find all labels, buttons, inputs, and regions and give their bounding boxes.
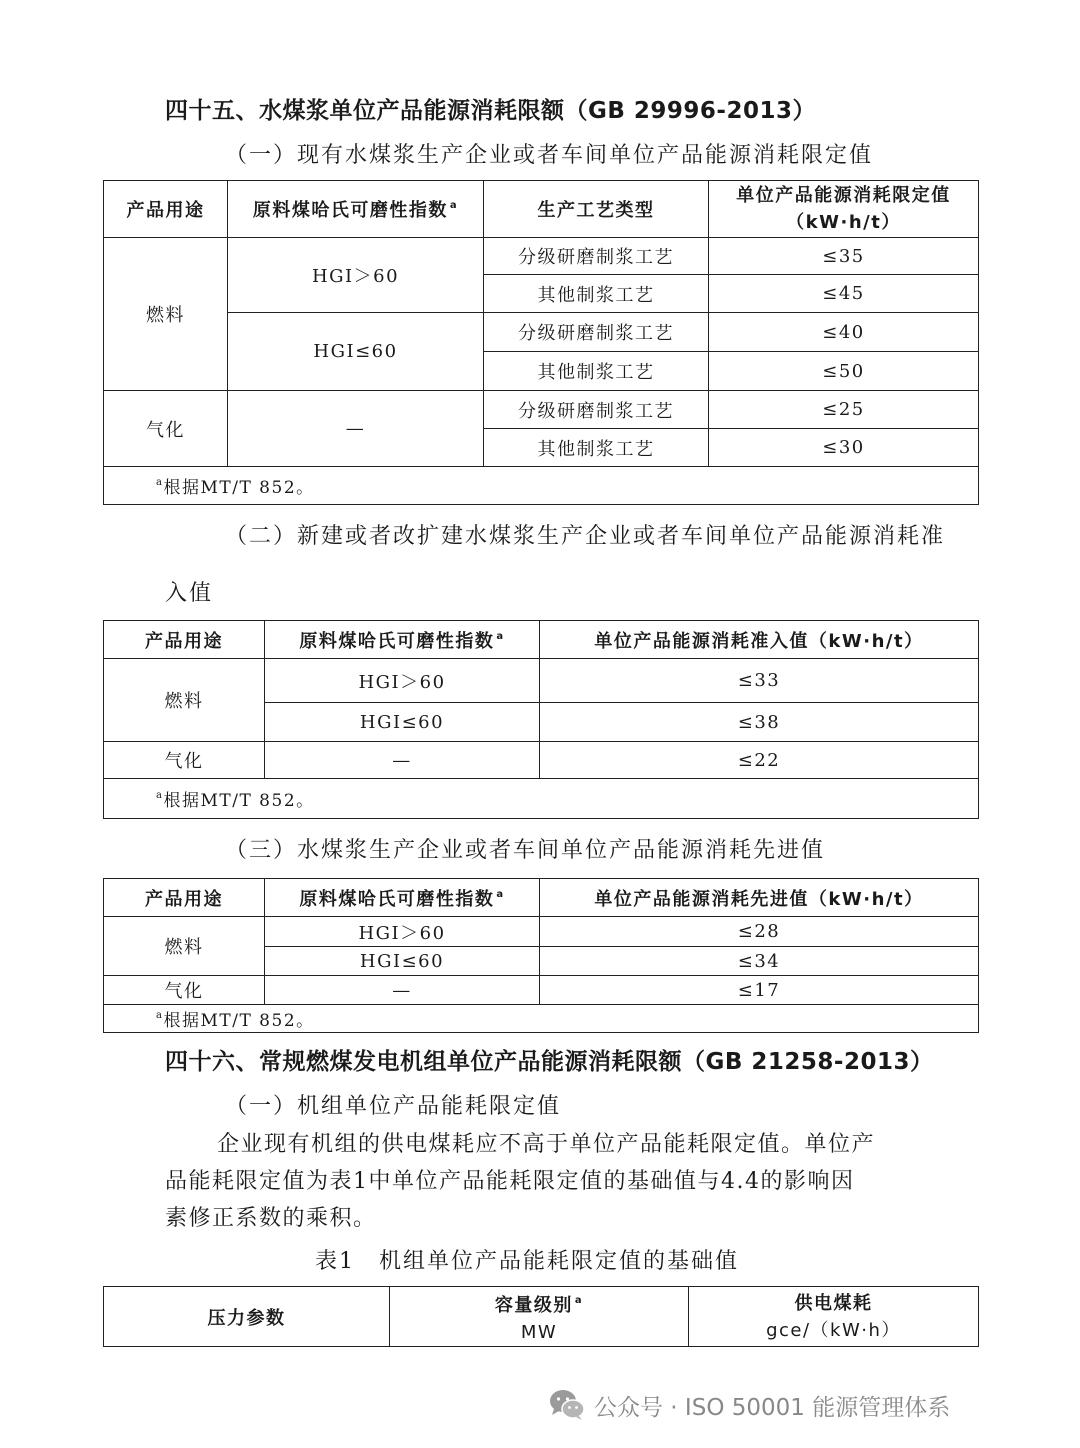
section-45-subtitle-3: （三）水煤浆生产企业或者车间单位产品能源消耗先进值 <box>225 838 826 863</box>
header-product-use: 产品用途 <box>104 621 265 659</box>
cell-value: ≤28 <box>540 917 979 947</box>
cell-value: ≤17 <box>540 976 979 1005</box>
section-45-subtitle-1: （一）现有水煤浆生产企业或者车间单位产品能源消耗限定值 <box>225 143 874 168</box>
header-entry-value: 单位产品能源消耗准入值（kW·h/t） <box>540 621 979 659</box>
cell-gasification: 气化 <box>104 391 228 467</box>
watermark-text: 公众号 · ISO 50001 能源管理体系 <box>594 1394 951 1421</box>
cell-value: ≤45 <box>709 275 979 313</box>
header-hgi: 原料煤哈氏可磨性指数 $^a$ <box>265 621 540 659</box>
table-row <box>104 976 979 1005</box>
header-capacity: 容量级别 $^a$ MW <box>390 1287 689 1347</box>
section-46-paragraph: 企业现有机组的供电煤耗应不高于单位产品能耗限定值。单位产 品能耗限定值为表1中单位产品能耗限定值的基础值与4.4的影响因 素修正系数的乘积。 <box>165 1132 876 1231</box>
section-46-subtitle-1: （一）机组单位产品能耗限定值 <box>225 1094 562 1119</box>
header-pressure: 压力参数 <box>104 1287 390 1347</box>
cell-hgi: — <box>265 976 540 1005</box>
cell-value: ≤30 <box>709 429 979 467</box>
section-46-title: 四十六、常规燃煤发电机组单位产品能源消耗限额（GB 21258-2013） <box>165 1049 934 1075</box>
cell-hgi: HGI≤60 <box>265 947 540 976</box>
table-note: $^a$根据MT/T 852。 <box>104 467 979 505</box>
cell-value: ≤38 <box>540 703 979 742</box>
watermark <box>548 1388 950 1422</box>
table-row <box>104 917 979 947</box>
header-hgi: 原料煤哈氏可磨性指数 $^a$ <box>265 879 540 917</box>
section-45-title: 四十五、水煤浆单位产品能源消耗限额（GB 29996-2013） <box>165 98 816 124</box>
section-45-subtitle-2: （二）新建或者改扩建水煤浆生产企业或者车间单位产品能源消耗准 <box>225 524 946 549</box>
table-note: $^a$根据MT/T 852。 <box>104 779 979 819</box>
table-row <box>104 313 979 352</box>
cell-value: ≤35 <box>709 238 979 275</box>
cell-hgi: HGI＞60 <box>265 659 540 703</box>
table-note-row <box>104 779 979 819</box>
base-value-table <box>103 1286 979 1347</box>
cell-process: 分级研磨制浆工艺 <box>484 238 709 275</box>
section-45-subtitle-2-cont: 入值 <box>165 581 214 606</box>
table-row <box>104 238 979 275</box>
cell-fuel: 燃料 <box>104 917 265 976</box>
cell-fuel: 燃料 <box>104 238 228 391</box>
table-note: $^a$根据MT/T 852。 <box>104 1005 979 1033</box>
table-row <box>104 391 979 429</box>
table-header-row <box>104 1287 979 1347</box>
table-note-row <box>104 467 979 505</box>
table-row <box>104 742 979 779</box>
table-header-row <box>104 181 979 238</box>
cell-process: 其他制浆工艺 <box>484 429 709 467</box>
cell-fuel: 燃料 <box>104 659 265 742</box>
cell-value: ≤33 <box>540 659 979 703</box>
cell-hgi: — <box>265 742 540 779</box>
header-process-type: 生产工艺类型 <box>484 181 709 238</box>
cell-gasification: 气化 <box>104 742 265 779</box>
advanced-value-table <box>103 878 979 1033</box>
table-note-row <box>104 1005 979 1033</box>
header-product-use: 产品用途 <box>104 181 228 238</box>
entry-value-table <box>103 620 979 819</box>
cell-value: ≤34 <box>540 947 979 976</box>
cell-gasification: 气化 <box>104 976 265 1005</box>
cell-hgi-gt-60: HGI＞60 <box>228 238 484 313</box>
cell-value: ≤22 <box>540 742 979 779</box>
header-coal-consumption: 供电煤耗 gce/（kW·h） <box>689 1287 979 1347</box>
table-1-caption: 表1 机组单位产品能耗限定值的基础值 <box>315 1249 739 1274</box>
limit-value-table <box>103 180 979 505</box>
table-header-row <box>104 621 979 659</box>
table-row <box>104 659 979 703</box>
header-hgi: 原料煤哈氏可磨性指数 $^a$ <box>228 181 484 238</box>
cell-value: ≤40 <box>709 313 979 352</box>
cell-process: 分级研磨制浆工艺 <box>484 313 709 352</box>
cell-value: ≤25 <box>709 391 979 429</box>
cell-process: 其他制浆工艺 <box>484 275 709 313</box>
cell-hgi: HGI＞60 <box>265 917 540 947</box>
cell-process: 分级研磨制浆工艺 <box>484 391 709 429</box>
cell-hgi-dash: — <box>228 391 484 467</box>
header-product-use: 产品用途 <box>104 879 265 917</box>
header-limit-value: 单位产品能源消耗限定值 （kW·h/t） <box>709 181 979 238</box>
cell-hgi-le-60: HGI≤60 <box>228 313 484 391</box>
wechat-icon <box>548 1388 586 1422</box>
cell-hgi: HGI≤60 <box>265 703 540 742</box>
cell-value: ≤50 <box>709 352 979 391</box>
cell-process: 其他制浆工艺 <box>484 352 709 391</box>
table-header-row <box>104 879 979 917</box>
header-advanced-value: 单位产品能源消耗先进值（kW·h/t） <box>540 879 979 917</box>
